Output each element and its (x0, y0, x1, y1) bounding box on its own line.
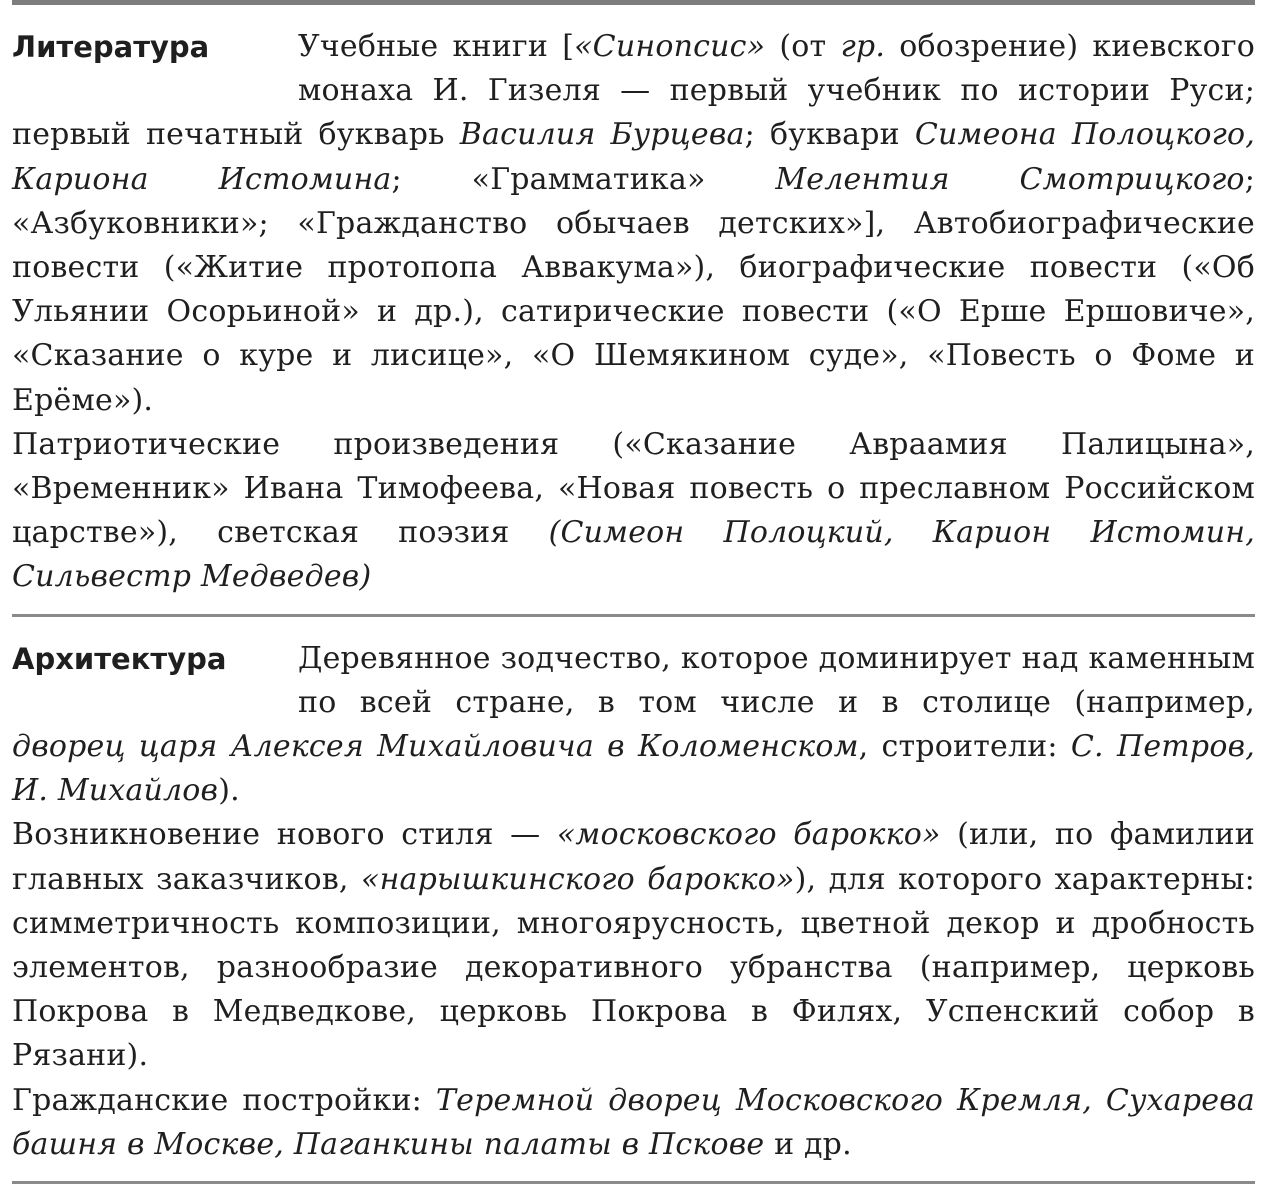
italic-run: «нарышкинского барокко» (361, 861, 795, 897)
section-literature (12, 5, 1255, 614)
italic-run: гр. (840, 29, 886, 64)
paragraph: Деревянное зодчество, которое доминирует над каменным по всей стране, в том числе и в столице (например, дворец царя Алексея Михайловича в Коломенском, строители: С. Петров, И. Михайлов). (12, 640, 1255, 809)
table-page (12, 0, 1262, 1184)
italic-run: Теремной дворец Московского Кремля, Сухарева башня в Москве, Паганкины палаты в Пскове (12, 1082, 1255, 1162)
italic-run: С. Петров, И. Михайлов (12, 729, 1255, 809)
italic-run: Мелентия Смотрицкого (775, 161, 1245, 197)
italic-run: Василия Бурцева (459, 117, 745, 153)
paragraph: Возникновение нового стиля — «московского барокко» (или, по фамилии главных заказчиков, «нарышкинского барокко»), для которого характерны: симметричность композиции, многоярусность, цветной декор и дробность элементов, разнообразие декоративного убранства (например, церковь Покрова в Медведкове, церковь Покрова в Филях, Успенский собор в Рязани). (12, 817, 1255, 1074)
paragraph: Учебные книги [«Синопсис» (от гр. обозрение) киевского монаха И. Гизеля — первый учебник по истории Руси; первый печатный букварь Василия Бурцева; буквари Симеона Полоцкого, Кариона Истомина; «Грамматика» Мелентия Смотрицкого; «Азбуковники»; «Гражданство обычаев детских»], Автобиографические повести («Житие протопопа Аввакума»), биографические повести («Об Ульянии Осорьиной» и др.), сатирические повести («О Ерше Ершовиче», «Сказание о куре и лисице», «О Шемякином суде», «Повесть о Фоме и Ерёме»). (12, 29, 1256, 418)
section-label: Архитектура (12, 641, 227, 676)
italic-run: (Симеон Полоцкий, Карион Истомин, Сильвестр Медведев) (12, 515, 1256, 595)
italic-run: «Синопсис» (574, 29, 766, 64)
italic-run: дворец царя Алексея Михайловича в Коломенском (12, 729, 859, 765)
paragraph: Гражданские постройки: Теремной дворец Московского Кремля, Сухарева башня в Москве, Паганкины палаты в Пскове и др. (12, 1082, 1255, 1162)
section-label: Литература (12, 30, 210, 64)
italic-run: Симеона Полоцкого, Кариона Истомина (12, 117, 1255, 197)
section-architecture (12, 617, 1255, 1181)
paragraph: Патриотические произведения («Сказание Авраамия Палицына», «Временник» Ивана Тимофеева, «Новая повесть о преславном Российском царстве»), светская поэзия (Симеон Полоцкий, Карион Истомин, Сильвестр Медведев) (12, 426, 1256, 595)
italic-run: «московского барокко» (556, 817, 941, 853)
